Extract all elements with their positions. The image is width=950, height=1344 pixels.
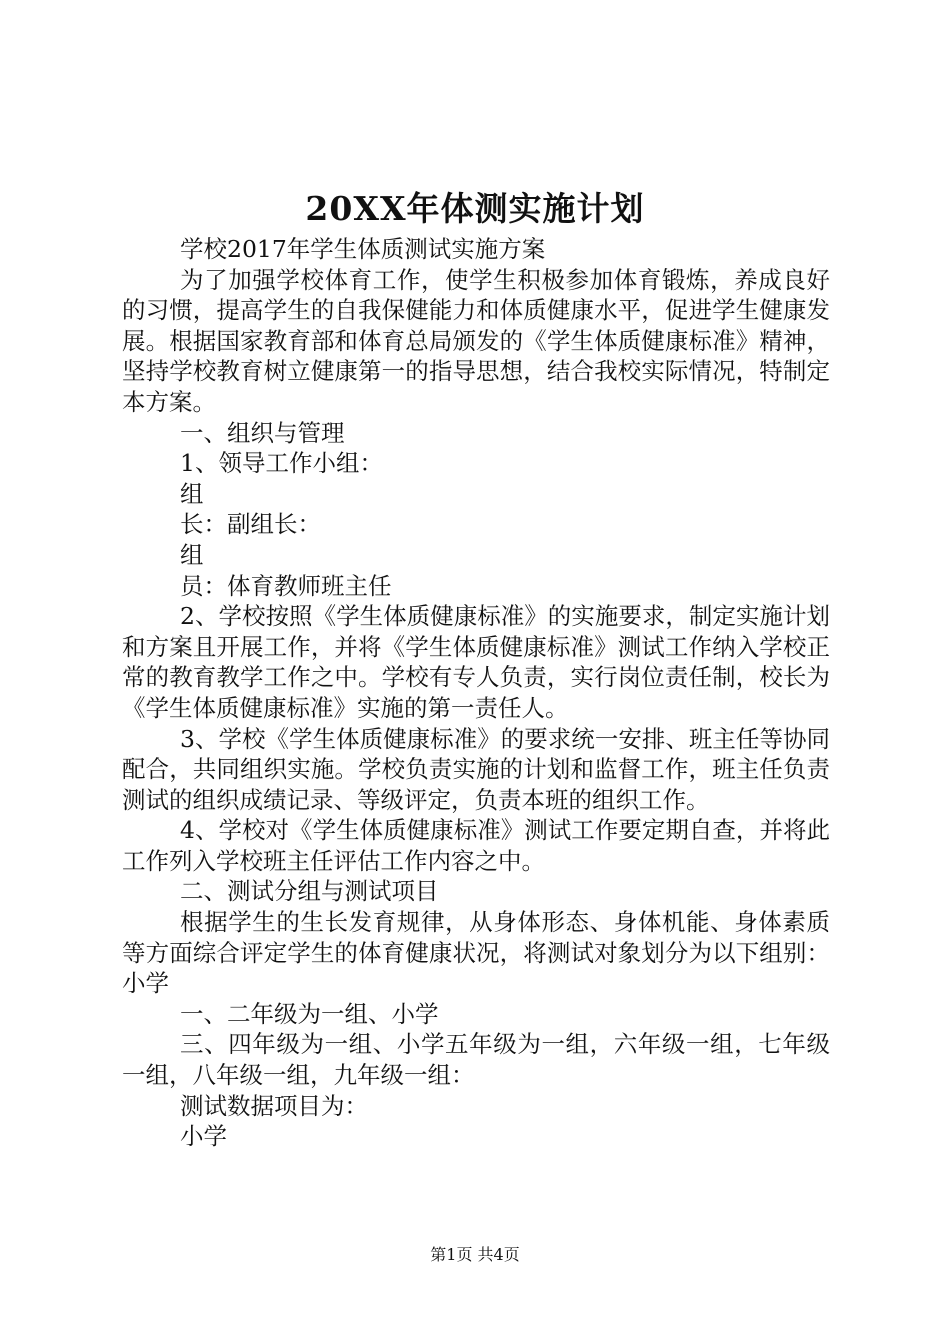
paragraph-item-4: 4、学校对《学生体质健康标准》测试工作要定期自查，并将此工作列入学校班主任评估工作内容之中。 [122, 816, 830, 875]
section-heading-organization: 一、组织与管理 [180, 418, 345, 447]
paragraph-group-label: 组 [180, 479, 204, 508]
paragraph-leadership-group: 1、领导工作小组： [180, 449, 383, 478]
paragraph-members-line: 员：体育教师班主任 [180, 571, 392, 600]
paragraph-group-label-2: 组 [180, 540, 204, 569]
document-body [122, 234, 830, 1152]
paragraph-subtitle: 学校2017年学生体质测试实施方案 [180, 235, 546, 263]
paragraph-purpose: 为了加强学校体育工作，使学生积极参加体育锻炼，养成良好的习惯，提高学生的自我保健能力和体质健康水平，促进学生健康发展。根据国家教育部和体育总局颁发的《学生体质健康标准》精神，坚持学校教育树立健康第一的指导思想，结合我校实际情况，特制定本方案。 [122, 265, 830, 416]
paragraph-test-items: 测试数据项目为： [180, 1091, 368, 1120]
paragraph-grade-group-1: 一、二年级为一组、小学 [180, 999, 439, 1028]
paragraph-primary: 小学 [180, 1122, 227, 1151]
section-heading-testing: 二、测试分组与测试项目 [180, 877, 439, 906]
paragraph-item-3: 3、学校《学生体质健康标准》的要求统一安排、班主任等协同配合，共同组织实施。学校负责实施的计划和监督工作，班主任负责测试的组织成绩记录、等级评定，负责本班的组织工作。 [122, 724, 830, 814]
paragraph-leader-line: 长：副组长： [180, 510, 321, 539]
page-footer: 第1页 共4页 [430, 1245, 520, 1264]
paragraph-grade-group-2: 三、四年级为一组、小学五年级为一组，六年级一组，七年级一组，八年级一组，九年级一组： [122, 1030, 830, 1090]
document-title: 20XX年体测实施计划 [305, 189, 645, 228]
paragraph-item-2: 2、学校按照《学生体质健康标准》的实施要求，制定实施计划和方案且开展工作，并将《学生体质健康标准》测试工作纳入学校正常的教育教学工作之中。学校有专人负责，实行岗位责任制，校长为《学生体质健康标准》实施的第一责任人。 [122, 602, 830, 722]
paragraph-grouping: 根据学生的生长发育规律，从身体形态、身体机能、身体素质等方面综合评定学生的体育健康状况，将测试对象划分为以下组别：小学 [122, 908, 830, 998]
